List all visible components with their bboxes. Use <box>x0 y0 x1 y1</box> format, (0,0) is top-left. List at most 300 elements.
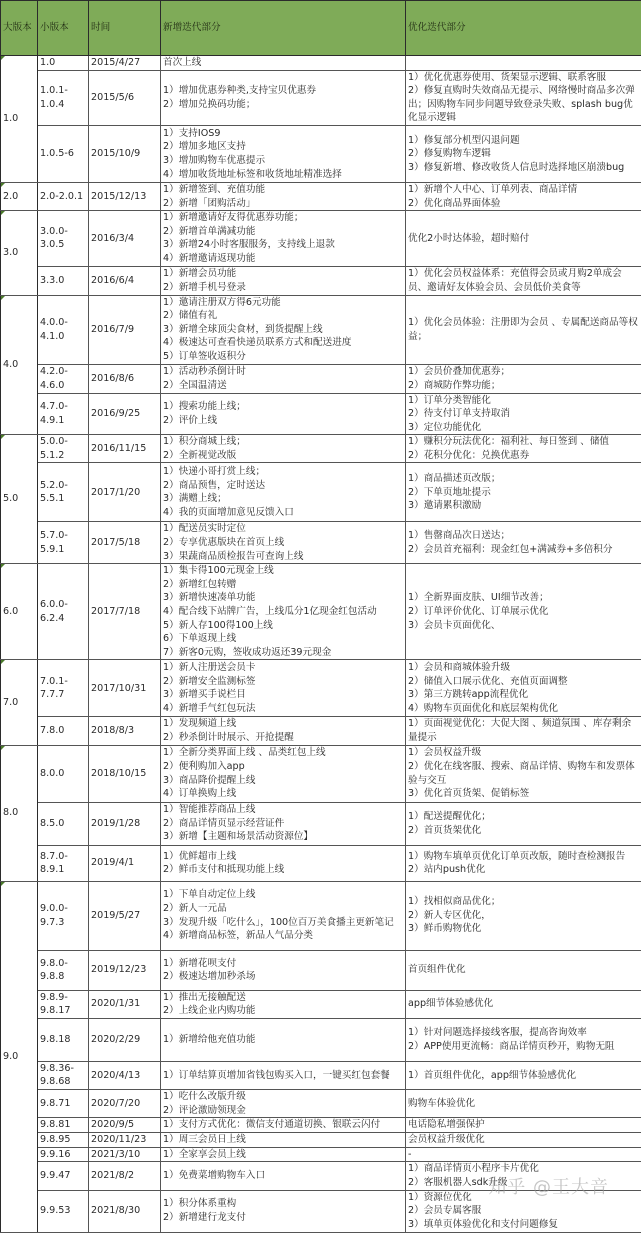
optimizations-cell <box>406 1190 641 1232</box>
added-feature-item: 1）支持IOS9 <box>163 127 403 141</box>
added-features-cell <box>161 1118 406 1133</box>
optimizations-cell <box>406 211 641 266</box>
major-version-label: 8.0 <box>3 807 18 818</box>
added-feature-item: 2）新增手机号登录 <box>163 281 403 295</box>
added-features-cell <box>161 56 406 71</box>
optimization-item: 首页组件优化 <box>408 963 639 977</box>
minor-version-cell: 8.0.0 <box>38 745 89 802</box>
table-row <box>1 1061 641 1089</box>
added-feature-item: 2）评价上线 <box>163 414 403 428</box>
optimization-item: app细节体验感优化 <box>408 997 639 1011</box>
table-row <box>1 211 641 266</box>
major-version-label: 5.0 <box>3 493 18 504</box>
minor-version-cell: 4.2.0-4.6.0 <box>38 364 89 393</box>
optimization-item: 1）资源位优化 <box>408 1191 639 1205</box>
added-features-cell <box>161 881 406 950</box>
release-date-cell: 2015/5/6 <box>89 70 161 125</box>
added-features-cell <box>161 522 406 564</box>
added-feature-item: 1）推出无接触配送 <box>163 991 403 1005</box>
minor-version-cell: 1.0.5-6 <box>38 125 89 182</box>
optimizations-cell <box>406 1147 641 1162</box>
optimization-item: 会员权益升级优化 <box>408 1133 639 1147</box>
added-feature-item: 5）新人存100得100上线 <box>163 619 403 633</box>
major-version-label: 7.0 <box>3 697 18 708</box>
added-feature-item: 1）支付方式优化：微信支付通道切换、银联云闪付 <box>163 1118 403 1132</box>
minor-version-cell: 7.8.0 <box>38 717 89 745</box>
minor-version-cell: 3.3.0 <box>38 266 89 295</box>
added-feature-item: 1）发现频道上线 <box>163 717 403 731</box>
optimization-item: 2）优化商品界面体验 <box>408 197 639 211</box>
added-feature-item: 首次上线 <box>163 56 403 70</box>
release-date-cell: 2020/1/31 <box>89 990 161 1018</box>
optimizations-cell <box>406 717 641 745</box>
release-date-cell: 2020/11/23 <box>89 1132 161 1147</box>
added-feature-item: 3）新增24小时客服服务，支持线上退款 <box>163 238 403 252</box>
optimization-item: 3）邀请累积激励 <box>408 499 639 513</box>
added-features-cell <box>161 125 406 182</box>
added-features-cell <box>161 463 406 522</box>
optimization-item: 3）修复新增、修改收货人信息时选择地区崩溃bug <box>408 161 639 175</box>
optimization-item: 1）售罄商品次日送达； <box>408 529 639 543</box>
table-row <box>1 950 641 990</box>
minor-version-cell: 8.7.0-8.9.1 <box>38 845 89 881</box>
optimizations-cell <box>406 393 641 435</box>
optimization-item: 1）商品详情页小程序卡片优化 <box>408 1162 639 1176</box>
added-feature-item: 3）增加购物车优惠提示 <box>163 154 403 168</box>
table-row <box>1 802 641 845</box>
release-date-cell: 2019/12/23 <box>89 950 161 990</box>
optimization-item: 2）花积分优化：兑换优惠券 <box>408 449 639 463</box>
table-row <box>1 1132 641 1147</box>
release-date-cell: 2017/10/31 <box>89 660 161 717</box>
optimizations-cell <box>406 1061 641 1089</box>
optimizations-cell <box>406 990 641 1018</box>
release-date-cell: 2015/12/13 <box>89 182 161 210</box>
release-date-cell: 2016/11/15 <box>89 435 161 463</box>
optimization-item: 优化2小时达体验，超时赔付 <box>408 232 639 246</box>
minor-version-cell: 4.7.0-4.9.1 <box>38 393 89 435</box>
optimizations-cell <box>406 660 641 717</box>
optimization-item: 2）APP使用更流畅：商品详情页秒开，购物无阻 <box>408 1040 639 1054</box>
added-features-cell <box>161 182 406 210</box>
table-row <box>1 1162 641 1190</box>
added-feature-item: 1）新增签到、充值功能 <box>163 183 403 197</box>
header-date: 时间 <box>89 1 161 56</box>
optimizations-cell <box>406 463 641 522</box>
optimization-item: 1）赚积分玩法优化：福利社、每日签到 、储值 <box>408 435 639 449</box>
added-feature-item: 1）积分商城上线； <box>163 435 403 449</box>
added-feature-item: 7）新客0元购，签收成功返还39元现金 <box>163 646 403 660</box>
minor-version-cell: 9.8.9-9.8.17 <box>38 990 89 1018</box>
added-features-cell <box>161 1132 406 1147</box>
minor-version-cell: 4.0.0-4.1.0 <box>38 295 89 364</box>
added-feature-item: 4）我的页面增加意见反馈入口 <box>163 506 403 520</box>
optimization-item: 1）全新界面皮肤、UI细节改善； <box>408 591 639 605</box>
added-features-cell <box>161 802 406 845</box>
added-features-cell <box>161 1018 406 1061</box>
table-row <box>1 463 641 522</box>
added-feature-item: 1）邀请注册双方得6元功能 <box>163 296 403 310</box>
release-date-cell: 2019/5/27 <box>89 881 161 950</box>
optimization-item: 1）找相似商品优化； <box>408 895 639 909</box>
added-feature-item: 3）果蔬商品质检报告可查询上线 <box>163 550 403 564</box>
table-row <box>1 881 641 950</box>
added-feature-item: 3）新增买手说栏目 <box>163 688 403 702</box>
release-date-cell: 2020/9/5 <box>89 1118 161 1133</box>
optimizations-cell <box>406 182 641 210</box>
added-feature-item: 4）极速达可查看快递员联系方式和配送进度 <box>163 336 403 350</box>
optimization-item: 1）会员价叠加优惠券； <box>408 365 639 379</box>
optimizations-cell <box>406 845 641 881</box>
table-row <box>1 1147 641 1162</box>
optimizations-cell <box>406 1162 641 1190</box>
optimizations-cell <box>406 950 641 990</box>
added-feature-item: 2）便利购加入app <box>163 760 403 774</box>
added-feature-item: 1）优鲜超市上线 <box>163 850 403 864</box>
table-row <box>1 1089 641 1117</box>
major-version-cell <box>1 881 38 1232</box>
header-minor-version: 小版本 <box>38 1 89 56</box>
added-feature-item: 5）订单签收返积分 <box>163 350 403 364</box>
release-date-cell: 2016/9/25 <box>89 393 161 435</box>
cell-corner-marker-icon <box>1 435 5 439</box>
optimization-item: 4）购物车页面优化和底层架构优化 <box>408 702 639 716</box>
table-row <box>1 364 641 393</box>
added-features-cell <box>161 70 406 125</box>
optimizations-cell <box>406 1089 641 1117</box>
added-feature-item: 6）下单返现上线 <box>163 632 403 646</box>
cell-corner-marker-icon <box>1 564 5 568</box>
optimization-item: 3）填单页体验优化和支付问题修复 <box>408 1218 639 1232</box>
table-row <box>1 660 641 717</box>
added-feature-item: 1）吃什么改版升级 <box>163 1090 403 1104</box>
added-feature-item: 3）新增快速凑单功能 <box>163 591 403 605</box>
added-features-cell <box>161 364 406 393</box>
release-date-cell: 2017/5/18 <box>89 522 161 564</box>
major-version-cell <box>1 660 38 745</box>
release-date-cell: 2018/10/15 <box>89 745 161 802</box>
release-date-cell: 2018/8/3 <box>89 717 161 745</box>
table-row <box>1 745 641 802</box>
table-row <box>1 522 641 564</box>
added-feature-item: 1）智能推荐商品上线 <box>163 803 403 817</box>
added-features-cell <box>161 660 406 717</box>
added-feature-item: 1）订单结算页增加省钱包购买入口，一键买红包套餐 <box>163 1069 403 1083</box>
minor-version-cell: 6.0.0-6.2.4 <box>38 564 89 660</box>
added-features-cell <box>161 1190 406 1232</box>
optimization-item: 3）第三方跳转app流程优化 <box>408 688 639 702</box>
optimization-item: 电话隐私增强保护 <box>408 1118 639 1132</box>
optimizations-cell <box>406 1132 641 1147</box>
added-features-cell <box>161 1162 406 1190</box>
minor-version-cell: 9.0.0-9.7.3 <box>38 881 89 950</box>
optimizations-cell <box>406 56 641 71</box>
added-feature-item: 2）上线企业内购功能 <box>163 1004 403 1018</box>
added-feature-item: 1）积分体系重构 <box>163 1197 403 1211</box>
release-date-cell: 2021/8/30 <box>89 1190 161 1232</box>
table-row <box>1 266 641 295</box>
table-row <box>1 845 641 881</box>
added-feature-item: 2）增加多地区支持 <box>163 140 403 154</box>
minor-version-cell: 3.0.0-3.0.5 <box>38 211 89 266</box>
cell-corner-marker-icon <box>1 746 5 750</box>
added-feature-item: 1）周三会员日上线 <box>163 1133 403 1147</box>
minor-version-cell: 5.0.0-5.1.2 <box>38 435 89 463</box>
table-row <box>1 435 641 463</box>
header-added-features: 新增迭代部分 <box>161 1 406 56</box>
added-feature-item: 4）增加收货地址标签和收货地址精准选择 <box>163 168 403 182</box>
optimization-item: 2）修复购物车逻辑 <box>408 147 639 161</box>
optimization-item: 1）优化优惠券使用、货架显示逻辑、联系客服 <box>408 71 639 85</box>
header-row <box>1 1 641 56</box>
added-features-cell <box>161 266 406 295</box>
optimization-item: 1）针对问题选择接线客服，提高咨询效率 <box>408 1026 639 1040</box>
minor-version-cell: 9.8.81 <box>38 1118 89 1133</box>
optimization-item: 1）优化会员体验：注册即为会员 、专属配送商品等权益； <box>408 316 639 343</box>
added-features-cell <box>161 393 406 435</box>
added-feature-item: 1）配送员实时定位 <box>163 522 403 536</box>
table-row <box>1 1018 641 1061</box>
header-major-version: 大版本 <box>1 1 38 56</box>
optimization-item: 购物车体验优化 <box>408 1097 639 1111</box>
release-date-cell: 2016/3/4 <box>89 211 161 266</box>
added-feature-item: 2）储值有礼 <box>163 309 403 323</box>
table-row <box>1 125 641 182</box>
major-version-cell <box>1 745 38 881</box>
watermark: 知乎 @王大音 <box>488 1173 609 1199</box>
added-feature-item: 4）新增商品标签，新品人气品分类 <box>163 929 403 943</box>
release-date-cell: 2020/7/20 <box>89 1089 161 1117</box>
added-feature-item: 1）全新分类界面上线 、品类红包上线 <box>163 746 403 760</box>
optimization-item: 2）下单页地址提示 <box>408 486 639 500</box>
added-feature-item: 1）搜索功能上线； <box>163 400 403 414</box>
added-feature-item: 1）下单自动定位上线 <box>163 888 403 902</box>
optimization-item: 1）配送提醒优化； <box>408 810 639 824</box>
added-feature-item: 2）商品详情页显示经营证件 <box>163 817 403 831</box>
optimization-item: 2）储值入口展示优化、充值页面调整 <box>408 675 639 689</box>
optimization-item: 2）订单评价优化、订单展示优化 <box>408 605 639 619</box>
added-features-cell <box>161 1089 406 1117</box>
added-features-cell <box>161 717 406 745</box>
optimization-item: 2）新人专区优化， <box>408 909 639 923</box>
optimization-item: 2）修复直购时失效商品无提示、网络慢时商品多次弹出；因购物车同步问题导致登录失败、splash bug优化显示逻辑 <box>408 84 639 125</box>
release-date-cell: 2019/1/28 <box>89 802 161 845</box>
added-feature-item: 2）全新视觉改版 <box>163 449 403 463</box>
minor-version-cell: 5.7.0-5.9.1 <box>38 522 89 564</box>
major-version-cell <box>1 211 38 295</box>
added-feature-item: 1）新人注册送会员卡 <box>163 661 403 675</box>
added-feature-item: 2）秒杀倒计时展示、开抢提醒 <box>163 731 403 745</box>
added-feature-item: 1）新增花呗支付 <box>163 957 403 971</box>
added-feature-item: 2）增加兑换码功能； <box>163 98 403 112</box>
optimization-item: 2）会员专属客服 <box>408 1204 639 1218</box>
major-version-cell <box>1 564 38 660</box>
added-features-cell <box>161 211 406 266</box>
release-date-cell: 2015/4/27 <box>89 56 161 71</box>
added-features-cell <box>161 295 406 364</box>
added-feature-item: 4）配合线下站牌广告，上线瓜分1亿现金红包活动 <box>163 605 403 619</box>
table-header <box>1 1 641 56</box>
added-feature-item: 3）新增【主题和场景活动资源位】 <box>163 830 403 844</box>
minor-version-cell: 8.5.0 <box>38 802 89 845</box>
optimization-item: 1）会员和商城体验升级 <box>408 661 639 675</box>
optimization-item: - <box>408 1148 639 1162</box>
table-row <box>1 717 641 745</box>
minor-version-cell: 1.0 <box>38 56 89 71</box>
optimizations-cell <box>406 125 641 182</box>
release-date-cell: 2020/2/29 <box>89 1018 161 1061</box>
added-feature-item: 4）新增邀请返现功能 <box>163 252 403 266</box>
added-feature-item: 1）免费菜增购物车入口 <box>163 1169 403 1183</box>
minor-version-cell: 2.0-2.0.1 <box>38 182 89 210</box>
minor-version-cell: 7.0.1-7.7.7 <box>38 660 89 717</box>
table-row <box>1 990 641 1018</box>
optimization-item: 2）首页货架优化 <box>408 824 639 838</box>
table-row <box>1 393 641 435</box>
optimization-item: 1）会员权益升级 <box>408 746 639 760</box>
minor-version-cell: 9.8.71 <box>38 1089 89 1117</box>
optimization-item: 2）客服机器人sdk升级 <box>408 1176 639 1190</box>
header-optimizations: 优化迭代部分 <box>406 1 641 56</box>
major-version-cell <box>1 56 38 183</box>
table-row <box>1 182 641 210</box>
added-features-cell <box>161 950 406 990</box>
added-feature-item: 2）新增建行龙支付 <box>163 1211 403 1225</box>
optimizations-cell <box>406 745 641 802</box>
added-feature-item: 1）全家享会员上线 <box>163 1148 403 1162</box>
major-version-cell <box>1 295 38 435</box>
major-version-label: 3.0 <box>3 247 18 258</box>
table-row <box>1 1118 641 1133</box>
optimization-item: 2）优化在线客服、搜索、商品详情、购物车和发票体验与交互 <box>408 760 639 787</box>
optimizations-cell <box>406 881 641 950</box>
release-date-cell: 2020/4/13 <box>89 1061 161 1089</box>
minor-version-cell: 9.8.95 <box>38 1132 89 1147</box>
major-version-cell <box>1 435 38 564</box>
added-feature-item: 2）新增首单满减功能 <box>163 225 403 239</box>
optimization-item: 1）订单分类智能化 <box>408 394 639 408</box>
minor-version-cell: 1.0.1-1.0.4 <box>38 70 89 125</box>
table-row <box>1 70 641 125</box>
added-feature-item: 2）全国温清送 <box>163 379 403 393</box>
optimization-item: 1）页面视觉优化：大促大图 、频道氛围 、库存剩余量提示 <box>408 717 639 744</box>
added-feature-item: 2）评论激励领现金 <box>163 1104 403 1118</box>
optimizations-cell <box>406 1018 641 1061</box>
optimization-item: 1）购物车填单页优化订单页改版，随时查检测报告 <box>408 850 639 864</box>
cell-corner-marker-icon <box>1 882 5 886</box>
optimizations-cell <box>406 266 641 295</box>
cell-corner-marker-icon <box>1 296 5 300</box>
minor-version-cell: 9.9.16 <box>38 1147 89 1162</box>
release-date-cell: 2016/8/6 <box>89 364 161 393</box>
cell-corner-marker-icon <box>1 660 5 664</box>
minor-version-cell: 9.8.36-9.8.68 <box>38 1061 89 1089</box>
optimizations-cell <box>406 522 641 564</box>
added-features-cell <box>161 564 406 660</box>
optimization-item: 2）商城防作弊功能； <box>408 379 639 393</box>
table-body <box>1 56 641 1233</box>
release-date-cell: 2017/7/18 <box>89 564 161 660</box>
added-feature-item: 3）新增全球顶尖食材，到货提醒上线 <box>163 323 403 337</box>
major-version-label: 6.0 <box>3 606 18 617</box>
optimizations-cell <box>406 564 641 660</box>
added-features-cell <box>161 990 406 1018</box>
optimization-item: 3）定位功能优化 <box>408 421 639 435</box>
release-date-cell: 2016/7/9 <box>89 295 161 364</box>
minor-version-cell: 9.8.18 <box>38 1018 89 1061</box>
cell-corner-marker-icon <box>1 211 5 215</box>
table-row <box>1 295 641 364</box>
optimization-item: 1）优化会员权益体系：充值得会员或月购2单成会员、邀请好友体验会员、会员低价美食等 <box>408 267 639 294</box>
added-feature-item: 4）订单换购上线 <box>163 787 403 801</box>
optimizations-cell <box>406 364 641 393</box>
added-feature-item: 2）新增安全监测标签 <box>163 675 403 689</box>
added-feature-item: 1）增加优惠券种类,支持宝贝优惠券 <box>163 84 403 98</box>
added-feature-item: 2）极速达增加秒杀场 <box>163 970 403 984</box>
minor-version-cell: 9.8.0-9.8.8 <box>38 950 89 990</box>
optimization-item: 3）优化首页货架、促销标签 <box>408 787 639 801</box>
added-feature-item: 2）专享优惠版块在首页上线 <box>163 536 403 550</box>
major-version-cell <box>1 182 38 210</box>
added-features-cell <box>161 745 406 802</box>
cell-corner-marker-icon <box>1 183 5 187</box>
optimizations-cell <box>406 295 641 364</box>
optimization-item: 1）商品描述页改版； <box>408 472 639 486</box>
added-features-cell <box>161 435 406 463</box>
optimizations-cell <box>406 70 641 125</box>
added-feature-item: 3）商品降价提醒上线 <box>163 774 403 788</box>
minor-version-cell: 9.9.47 <box>38 1162 89 1190</box>
major-version-label: 1.0 <box>3 113 18 124</box>
added-feature-item: 3）满赠上线； <box>163 492 403 506</box>
release-date-cell: 2015/10/9 <box>89 125 161 182</box>
added-features-cell <box>161 1061 406 1089</box>
added-feature-item: 1）新增邀请好友得优惠券功能； <box>163 211 403 225</box>
major-version-label: 2.0 <box>3 191 18 202</box>
optimization-item: 1）修复部分机型闪退问题 <box>408 134 639 148</box>
optimizations-cell <box>406 435 641 463</box>
optimization-item: 1）首页组件优化，app细节体验感优化 <box>408 1069 639 1083</box>
optimization-item: 3）鲜币购物优化 <box>408 922 639 936</box>
release-date-cell: 2019/4/1 <box>89 845 161 881</box>
major-version-label: 4.0 <box>3 359 18 370</box>
optimizations-cell <box>406 802 641 845</box>
added-feature-item: 1）新增给他充值功能 <box>163 1033 403 1047</box>
optimization-item: 2）站内push优化 <box>408 863 639 877</box>
major-version-label: 9.0 <box>3 1051 18 1062</box>
added-feature-item: 2）新增红包转赠 <box>163 578 403 592</box>
added-features-cell <box>161 1147 406 1162</box>
added-feature-item: 1）快递小哥打赏上线； <box>163 465 403 479</box>
added-feature-item: 2）新人一元品 <box>163 902 403 916</box>
added-feature-item: 1）活动秒杀倒计时 <box>163 365 403 379</box>
added-feature-item: 2）新增「团购活动」 <box>163 197 403 211</box>
added-feature-item: 4）新增手气红包玩法 <box>163 702 403 716</box>
release-date-cell: 2021/8/2 <box>89 1162 161 1190</box>
optimization-item: 1）新增个人中心、订单列表、商品详情 <box>408 183 639 197</box>
table-row <box>1 56 641 71</box>
table-row <box>1 564 641 660</box>
optimization-item: 2）待支付订单支持取消 <box>408 407 639 421</box>
release-date-cell: 2021/3/10 <box>89 1147 161 1162</box>
optimization-item: 2）会员首充福利：现金红包+满减券+多倍积分 <box>408 543 639 557</box>
added-features-cell <box>161 845 406 881</box>
minor-version-cell: 5.2.0-5.5.1 <box>38 463 89 522</box>
added-feature-item: 3）发现升级「吃什么」，100位百万美食播主更新笔记 <box>163 916 403 930</box>
release-date-cell: 2016/6/4 <box>89 266 161 295</box>
added-feature-item: 2）鲜币支付和抵现功能上线 <box>163 863 403 877</box>
cell-corner-marker-icon <box>1 56 5 60</box>
